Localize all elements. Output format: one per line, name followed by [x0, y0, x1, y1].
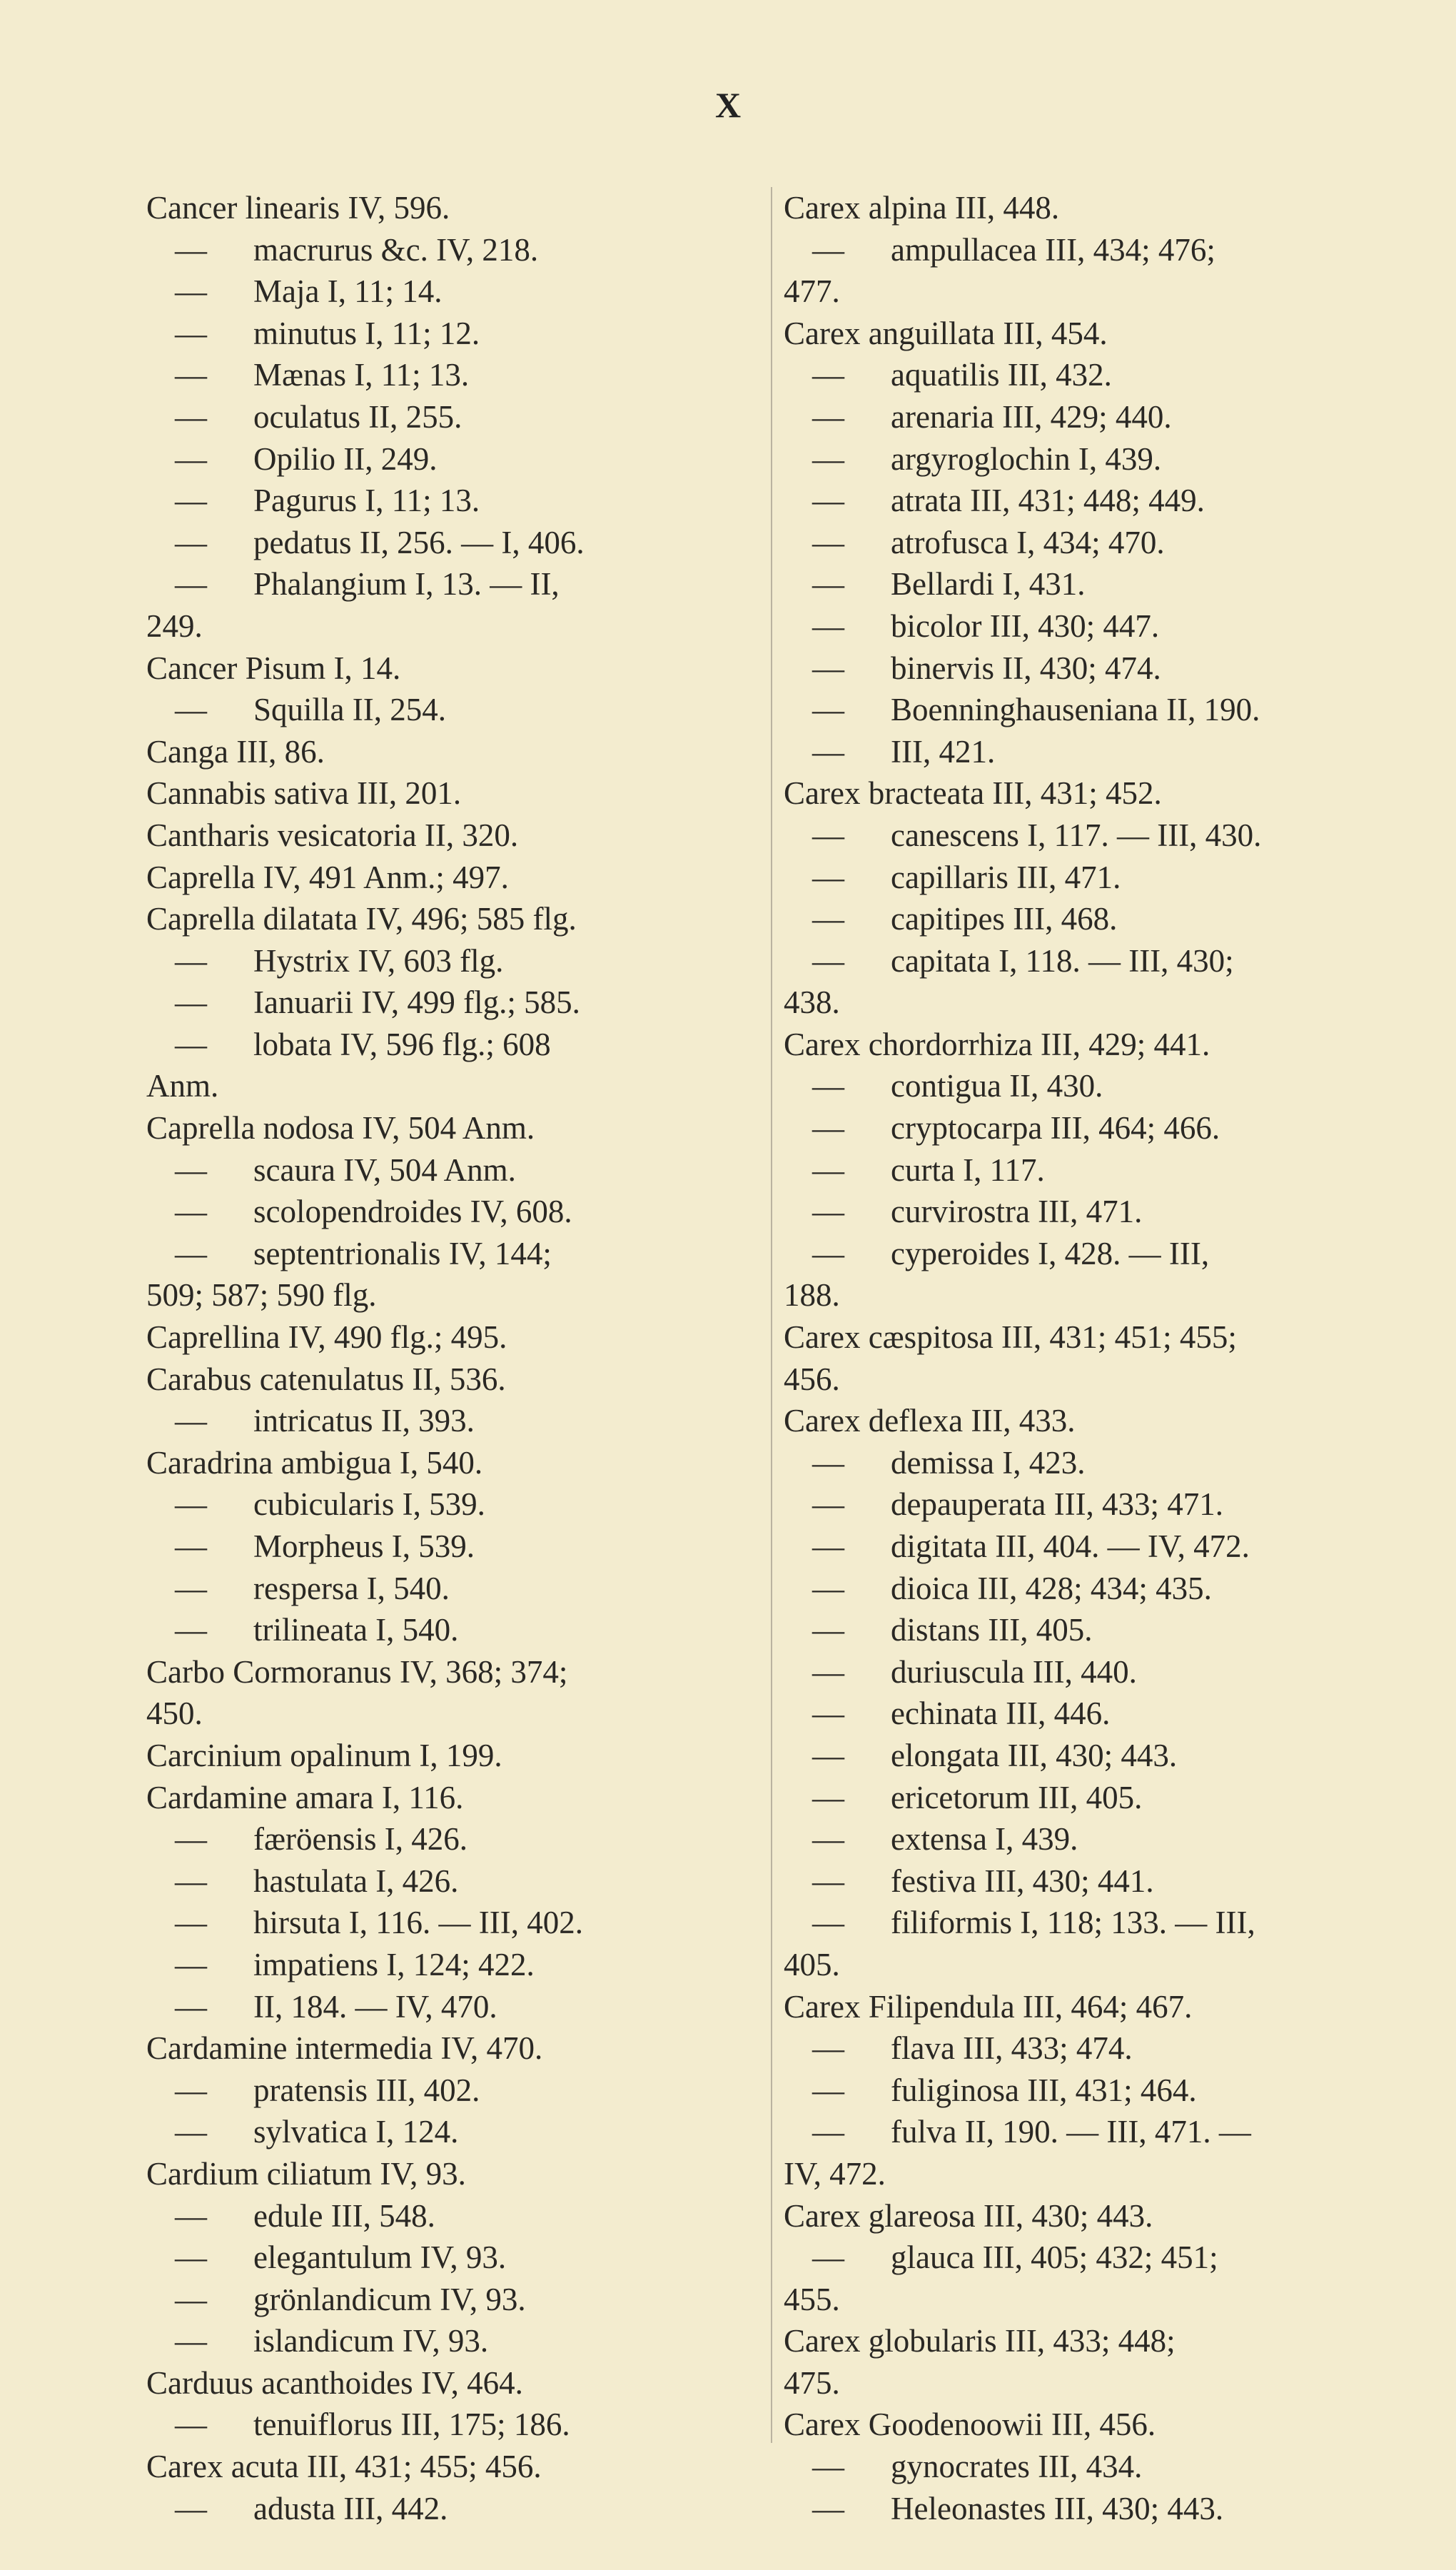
index-entry-line: [146, 1483, 735, 1526]
index-entry-line: Cardium ciliatum IV, 93.: [146, 2155, 466, 2192]
index-entry-line: [784, 1149, 1397, 1191]
ditto-dash: —: [175, 942, 207, 979]
ditto-dash: —: [812, 650, 844, 686]
index-entry-text: septentrionalis IV, 144;: [253, 1235, 552, 1271]
index-entry-line: Carex deflexa III, 433.: [784, 1403, 1076, 1439]
ditto-dash: —: [812, 2114, 844, 2150]
index-entry-line: Carabus catenulatus II, 536.: [146, 1361, 506, 1397]
index-entry-text: II, 184. — IV, 470.: [253, 1988, 497, 2025]
index-entry-line: [146, 480, 735, 522]
index-entry-text: intricatus II, 393.: [253, 1403, 475, 1439]
index-entry-text: pedatus II, 256. — I, 406.: [253, 524, 585, 560]
ditto-dash: —: [175, 692, 207, 728]
index-entry-line: 438.: [784, 984, 840, 1021]
index-entry-text: Maja I, 11; 14.: [253, 273, 443, 310]
index-entry-line: Carex alpina III, 448.: [784, 190, 1060, 226]
ditto-dash: —: [175, 2490, 207, 2526]
ditto-dash: —: [175, 1863, 207, 1899]
ditto-dash: —: [175, 566, 207, 603]
ditto-dash: —: [812, 901, 844, 937]
index-entry-line: [784, 480, 1397, 522]
index-entry-text: macrurus &c. IV, 218.: [253, 231, 539, 268]
index-entry-line: [146, 2404, 735, 2446]
index-entry-line: Carex cæspitosa III, 431; 451; 455;: [784, 1319, 1237, 1356]
index-entry-line: 450.: [146, 1695, 203, 1732]
ditto-dash: —: [175, 2114, 207, 2150]
index-entry-line: Caprella IV, 491 Anm.; 497.: [146, 859, 509, 895]
index-entry-text: cyperoides I, 428. — III,: [891, 1235, 1210, 1271]
index-entry-text: minutus I, 11; 12.: [253, 315, 480, 351]
index-entry-line: 477.: [784, 273, 840, 310]
ditto-dash: —: [812, 1068, 844, 1104]
ditto-dash: —: [175, 2239, 207, 2276]
index-entry-text: hastulata I, 426.: [253, 1863, 459, 1899]
index-entry-line: [146, 1526, 735, 1568]
index-entry-line: [784, 2446, 1397, 2488]
ditto-dash: —: [175, 1235, 207, 1271]
index-entry-text: echinata III, 446.: [891, 1695, 1111, 1732]
ditto-dash: —: [812, 1194, 844, 1230]
ditto-dash: —: [812, 1528, 844, 1564]
index-entry-text: Morpheus I, 539.: [253, 1528, 475, 1564]
ditto-dash: —: [812, 2449, 844, 2485]
index-entry-line: [146, 1400, 735, 1442]
ditto-dash: —: [175, 1486, 207, 1523]
index-entry-line: [784, 605, 1397, 647]
ditto-dash: —: [812, 733, 844, 770]
index-entry-line: Carduus acanthoides IV, 464.: [146, 2364, 523, 2401]
index-entry-line: Caprellina IV, 490 flg.; 495.: [146, 1319, 507, 1356]
index-column-right: [784, 187, 1397, 2529]
index-entry-text: lobata IV, 596 flg.; 608: [253, 1026, 551, 1062]
index-entry-line: [146, 2070, 735, 2112]
ditto-dash: —: [812, 608, 844, 644]
index-entry-line: 249.: [146, 608, 203, 644]
index-entry-text: cubicularis I, 539.: [253, 1486, 485, 1523]
index-entry-line: [784, 1526, 1397, 1568]
index-entry-text: hirsuta I, 116. — III, 402.: [253, 1905, 583, 1941]
index-entry-line: [146, 982, 735, 1024]
index-entry-text: sylvatica I, 124.: [253, 2114, 459, 2150]
index-entry-line: [784, 1442, 1397, 1484]
index-entry-text: extensa I, 439.: [891, 1821, 1078, 1858]
index-entry-line: 188.: [784, 1277, 840, 1314]
ditto-dash: —: [175, 524, 207, 560]
ditto-dash: —: [175, 1905, 207, 1941]
index-entry-line: 405.: [784, 1946, 840, 1982]
index-entry-line: Carex bracteata III, 431; 452.: [784, 775, 1162, 812]
index-entry-line: [146, 1609, 735, 1651]
index-entry-line: [784, 1693, 1397, 1735]
ditto-dash: —: [175, 398, 207, 435]
index-entry-line: [784, 2070, 1397, 2112]
index-entry-text: færöensis I, 426.: [253, 1821, 467, 1858]
index-entry-text: filiformis I, 118; 133. — III,: [891, 1905, 1255, 1941]
index-entry-line: [784, 1191, 1397, 1233]
index-entry-line: Caprella dilatata IV, 496; 585 flg.: [146, 901, 577, 937]
ditto-dash: —: [812, 524, 844, 560]
index-entry-line: [784, 1233, 1397, 1275]
index-entry-text: contigua II, 430.: [891, 1068, 1103, 1104]
index-entry-text: binervis II, 430; 474.: [891, 650, 1161, 686]
ditto-dash: —: [812, 357, 844, 393]
index-entry-line: [146, 2195, 735, 2237]
index-entry-text: atrata III, 431; 448; 449.: [891, 483, 1205, 519]
index-entry-text: arenaria III, 429; 440.: [891, 398, 1172, 435]
index-entry-text: grönlandicum IV, 93.: [253, 2281, 526, 2317]
ditto-dash: —: [812, 942, 844, 979]
ditto-dash: —: [812, 859, 844, 895]
index-entry-line: [784, 1651, 1397, 1693]
index-entry-text: elegantulum IV, 93.: [253, 2239, 507, 2276]
index-entry-text: digitata III, 404. — IV, 472.: [891, 1528, 1250, 1564]
ditto-dash: —: [812, 440, 844, 477]
index-entry-line: [784, 438, 1397, 480]
index-entry-line: 509; 587; 590 flg.: [146, 1277, 377, 1314]
ditto-dash: —: [175, 357, 207, 393]
index-entry-line: [784, 396, 1397, 438]
index-entry-line: 475.: [784, 2364, 840, 2401]
index-entry-line: [146, 2111, 735, 2153]
ditto-dash: —: [175, 2281, 207, 2317]
index-entry-text: capitipes III, 468.: [891, 901, 1118, 937]
index-entry-line: [146, 438, 735, 480]
ditto-dash: —: [175, 1403, 207, 1439]
index-entry-text: glauca III, 405; 432; 451;: [891, 2239, 1218, 2276]
index-entry-line: [784, 940, 1397, 982]
index-entry-line: [784, 1609, 1397, 1651]
ditto-dash: —: [812, 1444, 844, 1481]
index-entry-text: Phalangium I, 13. — II,: [253, 566, 560, 603]
index-entry-line: [146, 1902, 735, 1944]
index-entry-text: pratensis III, 402.: [253, 2072, 480, 2108]
index-entry-text: trilineata I, 540.: [253, 1612, 459, 1648]
index-entry-text: distans III, 405.: [891, 1612, 1093, 1648]
ditto-dash: —: [812, 398, 844, 435]
index-entry-line: Cantharis vesicatoria II, 320.: [146, 817, 519, 853]
index-entry-line: Carex Goodenoowii III, 456.: [784, 2407, 1156, 2443]
index-entry-text: aquatilis III, 432.: [891, 357, 1112, 393]
index-entry-line: Carex glareosa III, 430; 443.: [784, 2197, 1153, 2234]
index-entry-line: Cannabis sativa III, 201.: [146, 775, 462, 812]
ditto-dash: —: [175, 2323, 207, 2359]
index-entry-text: fulva II, 190. — III, 471. —: [891, 2114, 1251, 2150]
ditto-dash: —: [812, 1905, 844, 1941]
ditto-dash: —: [812, 483, 844, 519]
index-entry-line: [146, 689, 735, 731]
index-entry-text: III, 421.: [891, 733, 996, 770]
index-entry-text: demissa I, 423.: [891, 1444, 1086, 1481]
index-entry-text: duriuscula III, 440.: [891, 1653, 1137, 1690]
index-entry-text: edule III, 548.: [253, 2197, 435, 2234]
index-entry-line: IV, 472.: [784, 2155, 886, 2192]
index-entry-text: islandicum IV, 93.: [253, 2323, 489, 2359]
index-entry-line: [784, 2488, 1397, 2530]
ditto-dash: —: [175, 1026, 207, 1062]
ditto-dash: —: [812, 1821, 844, 1858]
index-entry-line: 455.: [784, 2281, 840, 2317]
index-entry-text: bicolor III, 430; 447.: [891, 608, 1160, 644]
index-entry-text: Boenninghauseniana II, 190.: [891, 692, 1260, 728]
index-entry-text: Mænas I, 11; 13.: [253, 357, 470, 393]
index-entry-line: [146, 271, 735, 313]
index-entry-text: atrofusca I, 434; 470.: [891, 524, 1165, 560]
ditto-dash: —: [812, 1779, 844, 1815]
ditto-dash: —: [812, 2490, 844, 2526]
index-entry-text: scaura IV, 504 Anm.: [253, 1152, 516, 1188]
ditto-dash: —: [175, 315, 207, 351]
ditto-dash: —: [812, 2030, 844, 2067]
column-divider: [771, 187, 772, 2443]
index-entry-text: dioica III, 428; 434; 435.: [891, 1570, 1212, 1606]
index-entry-line: [146, 313, 735, 355]
index-entry-line: [146, 354, 735, 396]
index-entry-line: [784, 731, 1397, 773]
index-entry-line: [146, 1024, 735, 1066]
index-entry-line: [146, 2279, 735, 2321]
index-entry-line: [146, 1818, 735, 1860]
index-entry-text: oculatus II, 255.: [253, 398, 462, 435]
index-entry-line: [146, 940, 735, 982]
index-entry-line: [146, 1860, 735, 1903]
index-entry-line: Canga III, 86.: [146, 733, 325, 770]
ditto-dash: —: [812, 817, 844, 853]
index-entry-text: depauperata III, 433; 471.: [891, 1486, 1224, 1523]
index-entry-line: Carex chordorrhiza III, 429; 441.: [784, 1026, 1210, 1062]
ditto-dash: —: [175, 1821, 207, 1858]
index-entry-line: Cardamine intermedia IV, 470.: [146, 2030, 543, 2067]
index-entry-line: [146, 563, 735, 605]
index-entry-line: [784, 522, 1397, 564]
index-entry-line: [146, 229, 735, 271]
index-entry-line: [784, 647, 1397, 690]
index-entry-line: [784, 1818, 1397, 1860]
index-entry-line: [784, 857, 1397, 899]
ditto-dash: —: [175, 2407, 207, 2443]
index-entry-line: [784, 563, 1397, 605]
index-entry-text: curta I, 117.: [891, 1152, 1045, 1188]
index-entry-line: [784, 815, 1397, 857]
index-entry-text: tenuiflorus III, 175; 186.: [253, 2407, 570, 2443]
index-entry-line: [146, 396, 735, 438]
index-entry-line: [784, 2237, 1397, 2279]
ditto-dash: —: [812, 1653, 844, 1690]
index-entry-line: Cardamine amara I, 116.: [146, 1779, 464, 1815]
ditto-dash: —: [175, 1612, 207, 1648]
index-entry-text: capitata I, 118. — III, 430;: [891, 942, 1234, 979]
ditto-dash: —: [812, 1235, 844, 1271]
index-entry-text: Hystrix IV, 603 flg.: [253, 942, 504, 979]
index-entry-line: Carex globularis III, 433; 448;: [784, 2323, 1176, 2359]
index-column-left: [146, 187, 735, 2529]
ditto-dash: —: [812, 2072, 844, 2108]
index-entry-text: Heleonastes III, 430; 443.: [891, 2490, 1224, 2526]
ditto-dash: —: [812, 566, 844, 603]
index-entry-line: Cancer linearis IV, 596.: [146, 190, 450, 226]
ditto-dash: —: [175, 1988, 207, 2025]
index-entry-text: canescens I, 117. — III, 430.: [891, 817, 1262, 853]
index-entry-text: Pagurus I, 11; 13.: [253, 483, 480, 519]
index-entry-line: Carbo Cormoranus IV, 368; 374;: [146, 1653, 568, 1690]
ditto-dash: —: [175, 984, 207, 1021]
index-entry-text: impatiens I, 124; 422.: [253, 1946, 535, 1982]
index-entry-line: Anm.: [146, 1068, 219, 1104]
index-entry-line: Carex Filipendula III, 464; 467.: [784, 1988, 1193, 2025]
index-entry-line: [146, 522, 735, 564]
index-entry-text: Squilla II, 254.: [253, 692, 446, 728]
ditto-dash: —: [175, 2197, 207, 2234]
index-entry-line: [784, 1107, 1397, 1149]
index-entry-line: [146, 2488, 735, 2530]
index-entry-line: [784, 1065, 1397, 1107]
index-entry-line: [146, 1191, 735, 1233]
ditto-dash: —: [812, 1612, 844, 1648]
ditto-dash: —: [812, 1863, 844, 1899]
index-entry-line: [784, 689, 1397, 731]
index-entry-line: Cancer Pisum I, 14.: [146, 650, 401, 686]
index-entry-text: festiva III, 430; 441.: [891, 1863, 1154, 1899]
ditto-dash: —: [812, 2239, 844, 2276]
index-entry-line: Caradrina ambigua I, 540.: [146, 1444, 483, 1481]
index-entry-text: curvirostra III, 471.: [891, 1194, 1143, 1230]
index-entry-line: [146, 1149, 735, 1191]
index-entry-line: [146, 1233, 735, 1275]
ditto-dash: —: [175, 440, 207, 477]
ditto-dash: —: [812, 692, 844, 728]
index-entry-line: [784, 1902, 1397, 1944]
index-entry-line: [784, 1735, 1397, 1777]
ditto-dash: —: [812, 1695, 844, 1732]
index-entry-line: [784, 1860, 1397, 1903]
ditto-dash: —: [175, 1946, 207, 1982]
ditto-dash: —: [175, 1194, 207, 1230]
index-entry-line: Caprella nodosa IV, 504 Anm.: [146, 1110, 535, 1147]
index-entry-text: scolopendroides IV, 608.: [253, 1194, 572, 1230]
ditto-dash: —: [812, 1110, 844, 1147]
index-entry-line: [146, 1986, 735, 2028]
index-entry-text: elongata III, 430; 443.: [891, 1737, 1178, 1773]
ditto-dash: —: [175, 2072, 207, 2108]
index-entry-line: 456.: [784, 1361, 840, 1397]
index-entry-line: [784, 1568, 1397, 1610]
index-entry-line: [784, 229, 1397, 271]
index-entry-line: [784, 2111, 1397, 2153]
index-entry-text: fuliginosa III, 431; 464.: [891, 2072, 1197, 2108]
index-entry-line: [146, 2320, 735, 2362]
index-entry-text: cryptocarpa III, 464; 466.: [891, 1110, 1220, 1147]
ditto-dash: —: [175, 231, 207, 268]
index-entry-text: adusta III, 442.: [253, 2490, 448, 2526]
index-entry-line: [784, 1483, 1397, 1526]
index-entry-text: Ianuarii IV, 499 flg.; 585.: [253, 984, 580, 1021]
index-entry-line: [146, 1568, 735, 1610]
index-entry-text: respersa I, 540.: [253, 1570, 450, 1606]
ditto-dash: —: [175, 1570, 207, 1606]
index-entry-text: ampullacea III, 434; 476;: [891, 231, 1215, 268]
ditto-dash: —: [812, 1570, 844, 1606]
index-entry-line: Carcinium opalinum I, 199.: [146, 1737, 502, 1773]
index-entry-line: [784, 354, 1397, 396]
ditto-dash: —: [812, 1737, 844, 1773]
ditto-dash: —: [812, 231, 844, 268]
index-entry-text: gynocrates III, 434.: [891, 2449, 1143, 2485]
index-entry-line: [784, 898, 1397, 940]
ditto-dash: —: [175, 1152, 207, 1188]
ditto-dash: —: [812, 1152, 844, 1188]
index-entry-line: Carex acuta III, 431; 455; 456.: [146, 2449, 542, 2485]
ditto-dash: —: [175, 1528, 207, 1564]
index-entry-text: capillaris III, 471.: [891, 859, 1121, 895]
index-entry-line: [146, 1944, 735, 1986]
index-entry-line: [784, 2027, 1397, 2070]
index-entry-line: Carex anguillata III, 454.: [784, 315, 1108, 351]
index-entry-text: flava III, 433; 474.: [891, 2030, 1133, 2067]
index-entry-text: argyroglochin I, 439.: [891, 440, 1162, 477]
page-number: X: [714, 85, 742, 125]
index-entry-text: ericetorum III, 405.: [891, 1779, 1143, 1815]
ditto-dash: —: [812, 1486, 844, 1523]
index-entry-text: Opilio II, 249.: [253, 440, 438, 477]
index-entry-text: Bellardi I, 431.: [891, 566, 1086, 603]
ditto-dash: —: [175, 273, 207, 310]
index-entry-line: [146, 2237, 735, 2279]
index-entry-line: [784, 1777, 1397, 1819]
ditto-dash: —: [175, 483, 207, 519]
